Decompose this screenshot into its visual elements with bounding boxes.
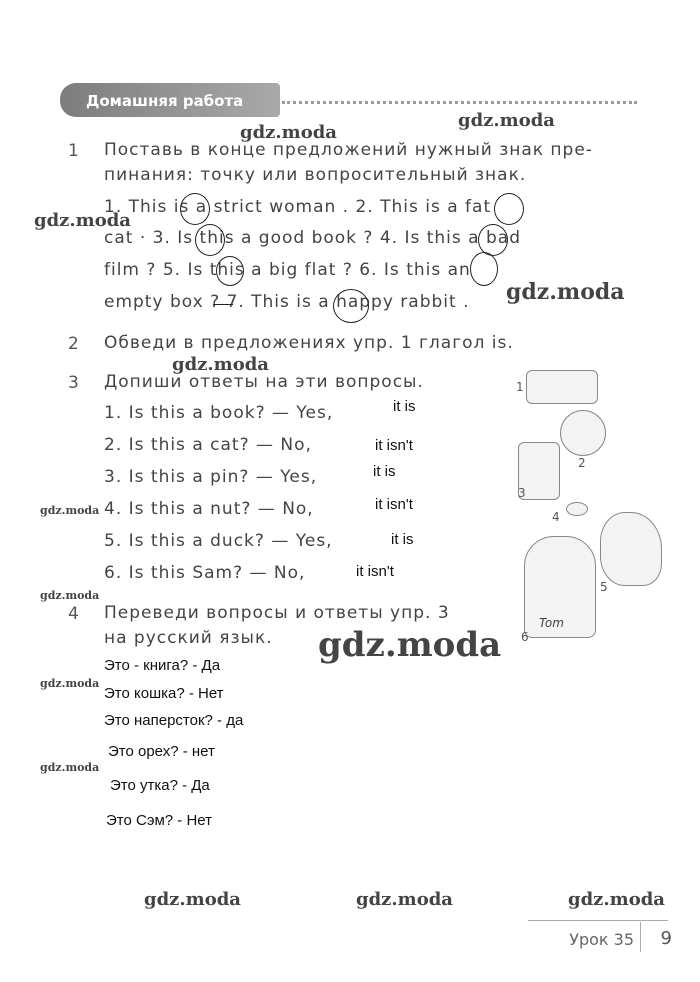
watermark: gdz.moda xyxy=(356,889,453,910)
page-number: 9 xyxy=(660,928,672,949)
watermark: gdz.moda xyxy=(40,589,100,602)
task-3-question: 6. Is this Sam? — No, xyxy=(104,563,306,583)
task-1-number: 1 xyxy=(68,141,79,161)
nut-illustration xyxy=(566,502,588,516)
watermark: gdz.moda xyxy=(318,625,502,665)
task-3-question: 2. Is this a cat? — No, xyxy=(104,435,312,455)
illustration-number: 3 xyxy=(518,486,526,500)
task-1-sentence-line: 1. This is a strict woman . 2. This is a fat xyxy=(104,197,492,217)
task-3-question: 5. Is this a duck? — Yes, xyxy=(104,531,333,551)
task-1-instruction: пинания: точку или вопросительный знак. xyxy=(104,165,527,185)
watermark: gdz.moda xyxy=(240,122,337,143)
task-1-instruction: Поставь в конце предложений нужный знак пре- xyxy=(104,140,593,160)
watermark: gdz.moda xyxy=(458,110,555,131)
handwritten-translation: Это утка? - Да xyxy=(110,777,210,794)
task-3-question: 4. Is this a nut? — No, xyxy=(104,499,314,519)
handwritten-answer: it is xyxy=(391,531,414,548)
illustration-number: 4 xyxy=(552,510,560,524)
illustration-number: 5 xyxy=(600,580,608,594)
is-circle xyxy=(216,256,244,286)
is-circle xyxy=(494,193,524,225)
homework-header-label: Домашняя работа xyxy=(86,92,244,110)
footer-rule xyxy=(528,920,668,921)
task-4-instruction: на русский язык. xyxy=(104,628,273,648)
handwritten-translation: Это наперсток? - да xyxy=(104,712,244,729)
task-3-number: 3 xyxy=(68,373,79,393)
task-3-instruction: Допиши ответы на эти вопросы. xyxy=(104,372,424,392)
task-1-sentence-line: empty box ? 7. This is a happy rabbit . xyxy=(104,292,470,312)
watermark: gdz.moda xyxy=(172,354,269,375)
is-circle xyxy=(195,224,225,256)
task-3-question: 3. Is this a pin? — Yes, xyxy=(104,467,318,487)
handwritten-answer: it isn't xyxy=(375,437,413,454)
footer-divider xyxy=(640,922,641,952)
task-3-question: 1. Is this a book? — Yes, xyxy=(104,403,334,423)
lesson-label: Урок 35 xyxy=(569,930,634,949)
handwritten-answer: it is xyxy=(373,463,396,480)
task-1-sentence-line: cat · 3. Is this a good book ? 4. Is this a bad xyxy=(104,228,521,248)
header-dotted-line xyxy=(282,101,637,104)
handwritten-translation: Это - книга? - Да xyxy=(104,657,221,674)
task-2-instruction: Обведи в предложениях упр. 1 глагол is. xyxy=(104,333,514,353)
task-4-number: 4 xyxy=(68,604,79,624)
watermark: gdz.moda xyxy=(40,761,100,774)
handwritten-answer: it isn't xyxy=(356,563,394,580)
duck-illustration xyxy=(600,512,662,586)
watermark: gdz.moda xyxy=(40,677,100,690)
handwritten-translation: Это Сэм? - Нет xyxy=(106,812,213,829)
is-circle xyxy=(180,193,210,225)
illustration-number: 1 xyxy=(516,380,524,394)
boy-tag-label: Tom xyxy=(539,616,564,630)
watermark: gdz.moda xyxy=(506,279,625,305)
task-4-instruction: Переведи вопросы и ответы упр. 3 xyxy=(104,603,450,623)
illustration-number: 6 xyxy=(521,630,529,644)
watermark: gdz.moda xyxy=(144,889,241,910)
watermark: gdz.moda xyxy=(34,210,131,231)
illustration-number: 2 xyxy=(578,456,586,470)
book-illustration xyxy=(526,370,598,404)
task-1-sentence-line: film ? 5. Is this a big flat ? 6. Is this an xyxy=(104,260,471,280)
watermark: gdz.moda xyxy=(40,504,100,517)
watermark: gdz.moda xyxy=(568,889,665,910)
handwritten-translation: Это орех? - нет xyxy=(108,743,215,760)
is-circle xyxy=(333,289,369,323)
cat-illustration xyxy=(560,410,606,456)
is-circle xyxy=(470,252,498,286)
answer-blank xyxy=(213,304,233,305)
handwritten-answer: it isn't xyxy=(375,496,413,513)
handwritten-translation: Это кошка? - Нет xyxy=(104,685,224,702)
task-2-number: 2 xyxy=(68,334,79,354)
handwritten-answer: it is xyxy=(393,398,416,415)
